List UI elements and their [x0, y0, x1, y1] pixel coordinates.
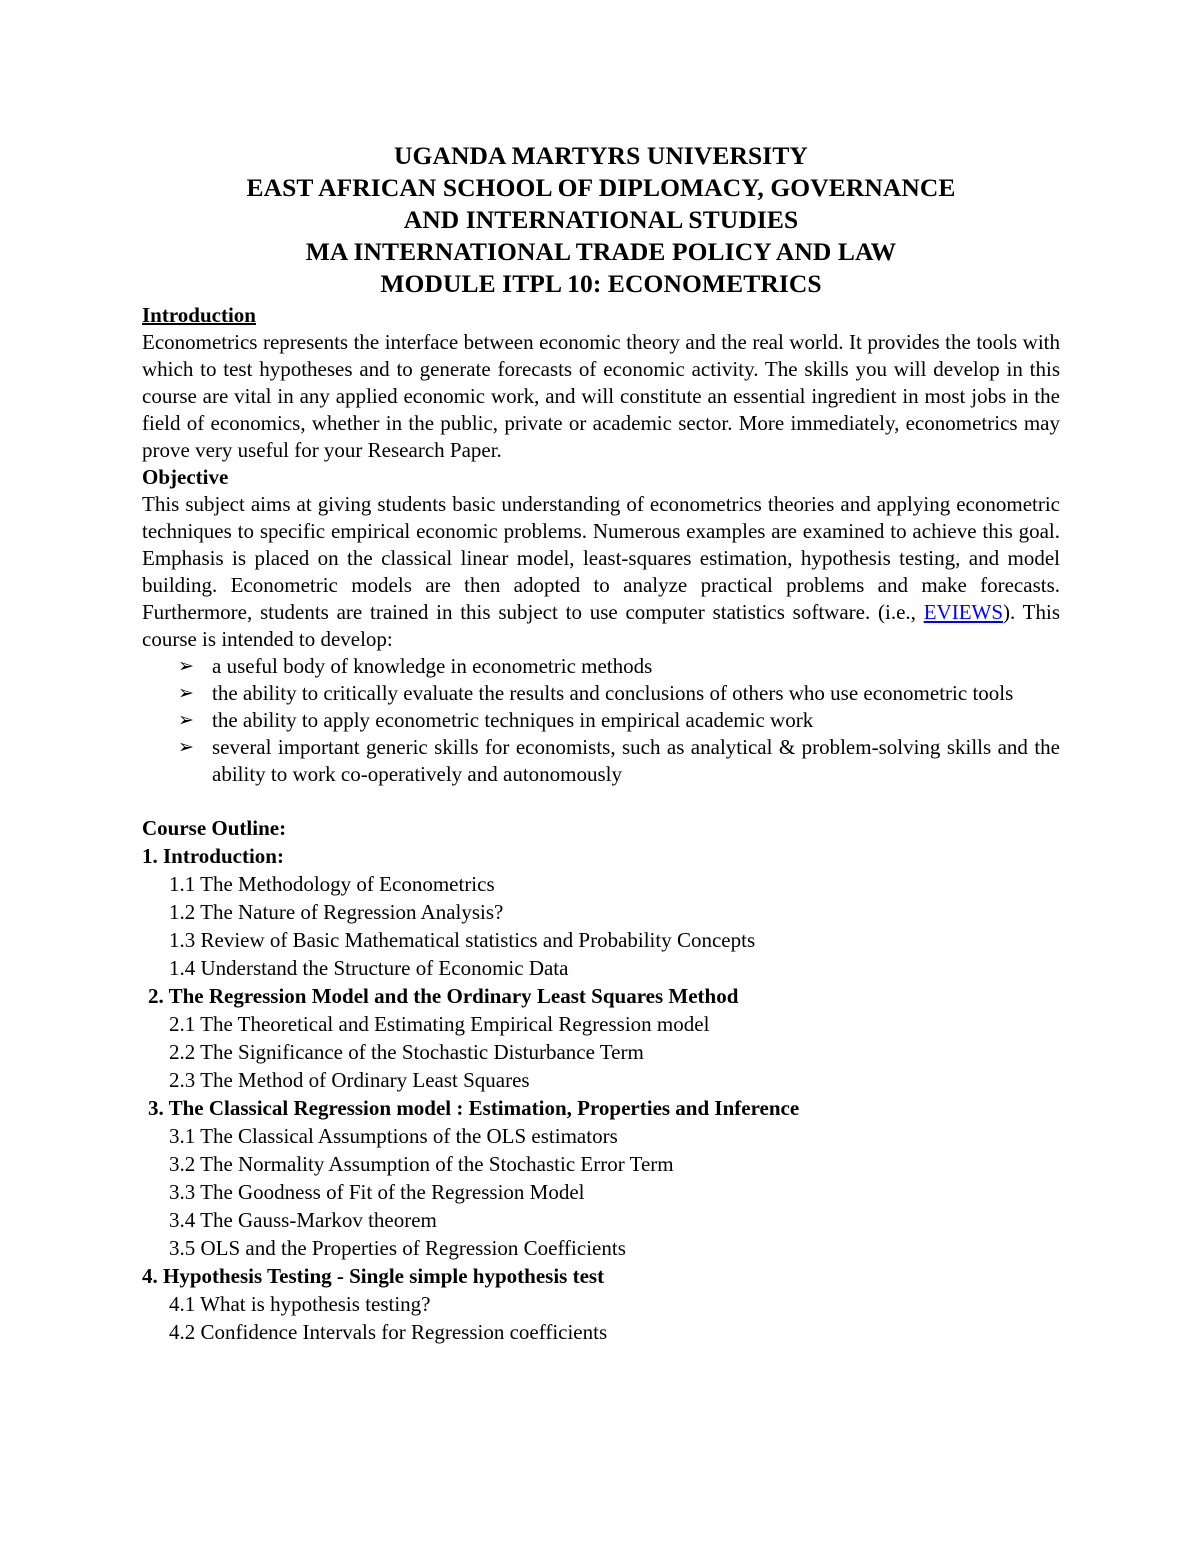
outline-item: 2.1 The Theoretical and Estimating Empirical Regression model: [169, 1012, 710, 1036]
title-line-module: MODULE ITPL 10: ECONOMETRICS: [380, 269, 822, 298]
outline-item: 2.3 The Method of Ordinary Least Squares: [169, 1068, 530, 1092]
objective-bullet-list: [142, 653, 1060, 788]
objective-text-before-link: This subject aims at giving students basic understanding of econometrics theories and applying econometric techniques to specific empirical economic problems. Numerous examples are examined to achieve this goal. Emphasis is placed on the classical linear model, least-squares estimation, hypothesis testing, and model building. Econometric models are then adopted to analyze practical problems and make forecasts. Furthermore, students are trained in this subject to use computer statistics software. (i.e.,: [142, 492, 1060, 624]
outline-item: 4.1 What is hypothesis testing?: [169, 1292, 431, 1316]
outline-item: 1.4 Understand the Structure of Economic Data: [169, 956, 569, 980]
outline-section-heading-4: 4. Hypothesis Testing - Single simple hypothesis test: [142, 1264, 605, 1288]
outline-item: 1.2 The Nature of Regression Analysis?: [169, 900, 504, 924]
list-item-label: several important generic skills for economists, such as analytical & problem-solving skills and the ability to work co-operatively and autonomously: [212, 735, 1060, 786]
title-line-school: EAST AFRICAN SCHOOL OF DIPLOMACY, GOVERNANCE: [246, 173, 956, 202]
outline-item: 1.3 Review of Basic Mathematical statistics and Probability Concepts: [169, 928, 756, 952]
document-title-block: [142, 140, 1060, 300]
paragraph-spacer: [142, 788, 1060, 815]
title-line-programme: MA INTERNATIONAL TRADE POLICY AND LAW: [305, 237, 897, 266]
list-item-label: the ability to critically evaluate the results and conclusions of others who use econometric tools: [212, 681, 1014, 705]
outline-item: 3.5 OLS and the Properties of Regression Coefficients: [169, 1236, 626, 1260]
arrow-bullet-icon: ➢: [178, 682, 194, 704]
list-item-label: the ability to apply econometric techniques in empirical academic work: [212, 708, 814, 732]
title-line-school-cont: AND INTERNATIONAL STUDIES: [403, 205, 799, 234]
outline-section-heading-3: 3. The Classical Regression model : Estimation, Properties and Inference: [148, 1096, 800, 1120]
list-item: [142, 680, 1060, 707]
paragraph-objective: [142, 491, 1060, 653]
outline-item: 3.3 The Goodness of Fit of the Regression Model: [169, 1180, 585, 1204]
objective-text-after-link: ). This course is intended to develop:: [142, 600, 1061, 651]
outline-item: 2.2 The Significance of the Stochastic Disturbance Term: [169, 1040, 644, 1064]
outline-item: 3.2 The Normality Assumption of the Stochastic Error Term: [169, 1152, 674, 1176]
arrow-bullet-icon: ➢: [178, 709, 194, 731]
outline-section-heading-2: 2. The Regression Model and the Ordinary Least Squares Method: [148, 984, 739, 1008]
heading-introduction: Introduction: [142, 303, 256, 327]
outline-section-heading-1: 1. Introduction:: [142, 844, 284, 868]
outline-item: 1.1 The Methodology of Econometrics: [169, 872, 495, 896]
outline-item: 3.1 The Classical Assumptions of the OLS estimators: [169, 1124, 618, 1148]
outline-item: 4.2 Confidence Intervals for Regression coefficients: [169, 1320, 608, 1344]
eviews-link[interactable]: EVIEWS: [923, 600, 1004, 624]
arrow-bullet-icon: ➢: [178, 655, 194, 677]
list-item: [142, 734, 1060, 788]
heading-objective: Objective: [142, 465, 229, 489]
list-item: [142, 653, 1060, 680]
title-line-university: UGANDA MARTYRS UNIVERSITY: [394, 141, 808, 170]
heading-course-outline: Course Outline:: [142, 816, 287, 840]
list-item: [142, 707, 1060, 734]
outline-item: 3.4 The Gauss-Markov theorem: [169, 1208, 437, 1232]
arrow-bullet-icon: ➢: [178, 736, 194, 758]
paragraph-introduction: Econometrics represents the interface between economic theory and the real world. It provides the tools with which to test hypotheses and to generate forecasts of economic activity. The skills you will develop in this course are vital in any applied economic work, and will constitute an essential ingredient in most jobs in the field of economics, whether in the public, private or academic sector. More immediately, econometrics may prove very useful for your Research Paper.: [142, 330, 1060, 462]
list-item-label: a useful body of knowledge in econometric methods: [212, 654, 653, 678]
